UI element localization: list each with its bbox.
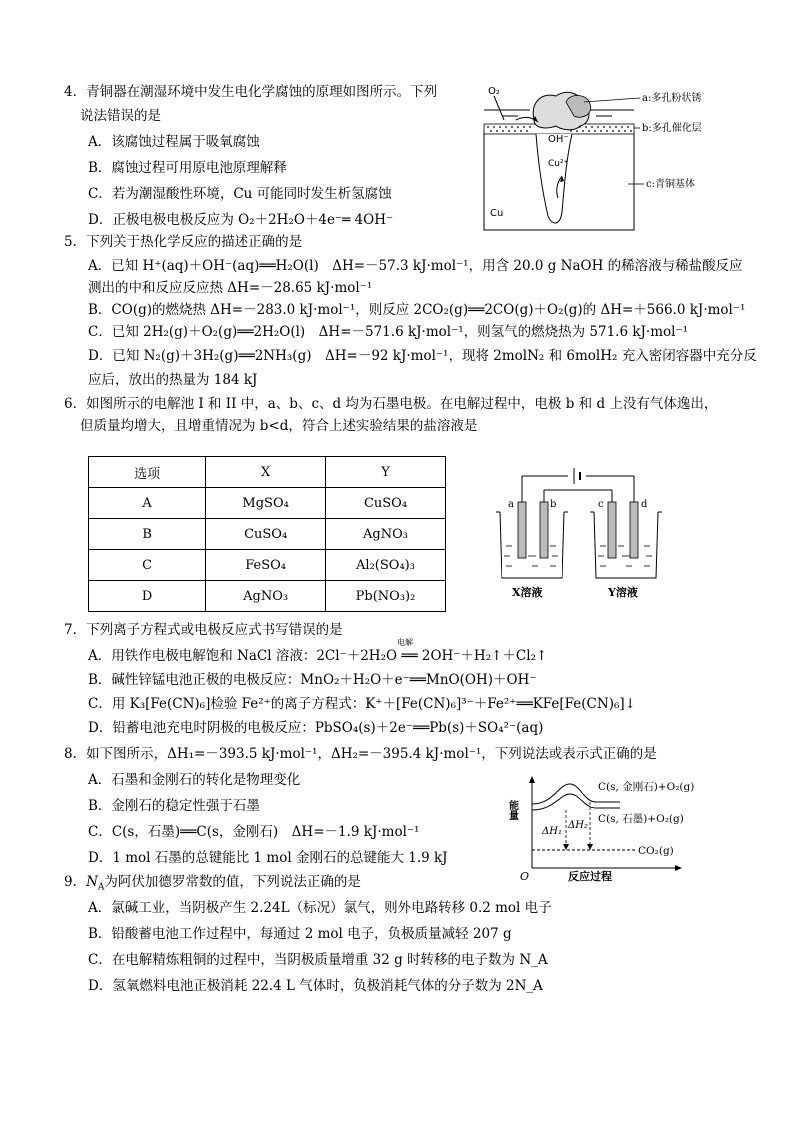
q5-option-c: C．已知 2H₂(g)＋O₂(g)══2H₂O(l) ΔH=－571.6 kJ·mol⁻¹，则氢气的燃烧热为 571.6 kJ·mol⁻¹ — [88, 324, 689, 340]
q5-option-d-line2: 应后，放出的热量为 184 kJ — [88, 372, 258, 388]
q4-fig-c-label: c:青铜基体 — [646, 179, 695, 190]
q4-stem-line2: 说法错误的是 — [80, 108, 161, 124]
q4-fig-a-label: a:多孔粉状锈 — [642, 93, 702, 104]
q8-fig-diamond-label: C(s, 金刚石)+O₂(g) — [598, 781, 695, 793]
q9-stem-rest: 为阿伏加德罗常数的值，下列说法正确的是 — [104, 874, 361, 890]
table-cell: AgNO₃ — [326, 519, 446, 550]
table-cell: AgNO₃ — [206, 581, 326, 612]
table-cell: Pb(NO₃)₂ — [326, 581, 446, 612]
q4-option-a: A．该腐蚀过程属于吸氧腐蚀 — [88, 134, 260, 150]
q5-option-a-line2: 测出的中和反应反应热 ΔH=－28.65 kJ·mol⁻¹ — [88, 280, 373, 296]
q6-fig-electrode-b: b — [550, 499, 557, 510]
q4-fig-b-label: b:多孔催化层 — [642, 123, 702, 134]
q9-stem-na-sub: A — [97, 882, 105, 893]
table-header-cell: 选项 — [89, 457, 206, 488]
table-cell: C — [89, 550, 206, 581]
table-header-cell: Y — [326, 457, 446, 488]
q8-fig-y-axis-label: 能量 — [506, 800, 518, 820]
table-row — [89, 519, 446, 550]
q4-fig-oh-label: OH⁻ — [548, 134, 569, 145]
table-cell: MgSO₄ — [206, 488, 326, 519]
table-row — [89, 488, 446, 519]
q4-fig-cu-label: Cu — [490, 208, 504, 219]
table-cell: B — [89, 519, 206, 550]
q7-option-c: C．用 K₃[Fe(CN)₆]检验 Fe²⁺的离子方程式：K⁺＋[Fe(CN)₆]³⁻＋Fe²⁺══KFe[Fe(CN)₆]↓ — [88, 696, 636, 712]
table-row — [89, 581, 446, 612]
table-header-cell: X — [206, 457, 326, 488]
q6-electrolysis-figure — [490, 460, 680, 600]
q6-fig-y-solution: Y溶液 — [608, 586, 638, 599]
q6-fig-electrode-a: a — [508, 499, 514, 510]
q8-fig-dh2-label: ΔH₂ — [568, 820, 588, 831]
q4-option-d: D．正极电极电极反应为 O₂＋2H₂O＋4e⁻═ 4OH⁻ — [88, 212, 394, 228]
q5-option-d-line1: D．已知 N₂(g)＋3H₂(g)══2NH₃(g) ΔH=－92 kJ·mol⁻¹，现将 2molN₂ 和 6molH₂ 充入密闭容器中充分反 — [88, 348, 757, 364]
q4-option-c: C．若为潮湿酸性环境，Cu 可能同时发生析氢腐蚀 — [88, 186, 392, 202]
q5-stem: 5．下列关于热化学反应的描述正确的是 — [64, 234, 303, 250]
q8-stem: 8．如下图所示，ΔH₁=－393.5 kJ·mol⁻¹，ΔH₂=－395.4 kJ·mol⁻¹，下列说法或表示式正确的是 — [64, 746, 657, 762]
q4-corrosion-figure — [478, 80, 718, 234]
table-row — [89, 550, 446, 581]
q4-fig-o2-label: O₂ — [488, 86, 500, 97]
q7-option-a-condition: 电解 — [397, 638, 413, 647]
table-cell: Al₂(SO₄)₃ — [326, 550, 446, 581]
q9-option-a: A．氯碱工业，当阴极产生 2.24L（标况）氯气，则外电路转移 0.2 mol 电子 — [88, 900, 552, 916]
q4-option-b: B．腐蚀过程可用原电池原理解释 — [88, 160, 287, 176]
q6-fig-electrode-c: c — [598, 499, 604, 510]
q9-option-b: B．铅酸蓄电池工作过程中，每通过 2 mol 电子，负极质量减轻 207 g — [88, 926, 512, 942]
q9-option-d: D．氢氧燃料电池正极消耗 22.4 L 气体时，负极消耗气体的分子数为 2N_A — [88, 978, 543, 994]
q8-fig-x-axis-label: 反应过程 — [568, 870, 612, 883]
q6-fig-x-solution: X溶液 — [512, 586, 543, 599]
q8-option-b: B．金刚石的稳定性强于石墨 — [88, 798, 260, 814]
q8-option-a: A．石墨和金刚石的转化是物理变化 — [88, 772, 301, 788]
q7-stem: 7．下列离子方程式或电极反应式书写错误的是 — [64, 622, 343, 638]
q8-energy-diagram — [506, 776, 706, 884]
q5-option-a-line1: A．已知 H⁺(aq)＋OH⁻(aq)══H₂O(l) ΔH=－57.3 kJ·mol⁻¹，用含 20.0 g NaOH 的稀溶液与稀盐酸反应 — [88, 258, 743, 274]
table-cell: CuSO₄ — [206, 519, 326, 550]
q9-stem: 9．$N_A$为阿伏加德罗常数的值，下列说法正确的是 — [64, 874, 361, 893]
q4-fig-cu2-label: Cu²⁺ — [548, 159, 569, 169]
q8-option-c: C．C(s，石墨)══C(s，金刚石) ΔH=－1.9 kJ·mol⁻¹ — [88, 824, 420, 840]
q7-option-a: A．用铁作电极电解饱和 NaCl 溶液：2Cl⁻＋2H₂O ══ 2OH⁻＋H₂↑＋Cl₂↑ — [88, 648, 548, 664]
q6-stem-line1: 6．如图所示的电解池 I 和 II 中，a、b、c、d 均为石墨电极。在电解过程中，电极 b 和 d 上没有气体逸出， — [64, 396, 718, 412]
q8-fig-origin: O — [520, 870, 530, 883]
q4-stem-line1: 4．青铜器在潮湿环境中发生电化学腐蚀的原理如图所示。下列 — [64, 84, 438, 100]
q5-option-b: B．CO(g)的燃烧热 ΔH=－283.0 kJ·mol⁻¹，则反应 2CO₂(g)══2CO(g)＋O₂(g)的 ΔH=＋566.0 kJ·mol⁻¹ — [88, 302, 746, 318]
table-cell: A — [89, 488, 206, 519]
q6-stem-line2: 但质量均增大，且增重情况为 b<d，符合上述实验结果的盐溶液是 — [80, 418, 478, 434]
table-cell: CuSO₄ — [326, 488, 446, 519]
table-cell: FeSO₄ — [206, 550, 326, 581]
q8-fig-co2-label: CO₂(g) — [638, 845, 674, 857]
q8-fig-graphite-label: C(s, 石墨)+O₂(g) — [598, 813, 684, 825]
table-header-row — [89, 457, 446, 488]
table-cell: D — [89, 581, 206, 612]
q7-option-d: D．铅蓄电池充电时阴极的电极反应：PbSO₄(s)＋2e⁻══Pb(s)＋SO₄²⁻(aq) — [88, 720, 544, 736]
q8-fig-dh1-label: ΔH₁ — [542, 826, 562, 837]
q9-stem-na: N — [86, 874, 98, 890]
q9-option-c: C．在电解精炼粗铜的过程中，当阴极质量增重 32 g 时转移的电子数为 N_A — [88, 952, 548, 968]
q6-fig-electrode-d: d — [641, 499, 648, 510]
q8-option-d: D．1 mol 石墨的总键能比 1 mol 金刚石的总键能大 1.9 kJ — [88, 850, 448, 866]
q6-options-table — [88, 456, 446, 612]
q7-option-b: B．碱性锌锰电池正极的电极反应：MnO₂＋H₂O＋e⁻══MnO(OH)＋OH⁻ — [88, 672, 537, 688]
